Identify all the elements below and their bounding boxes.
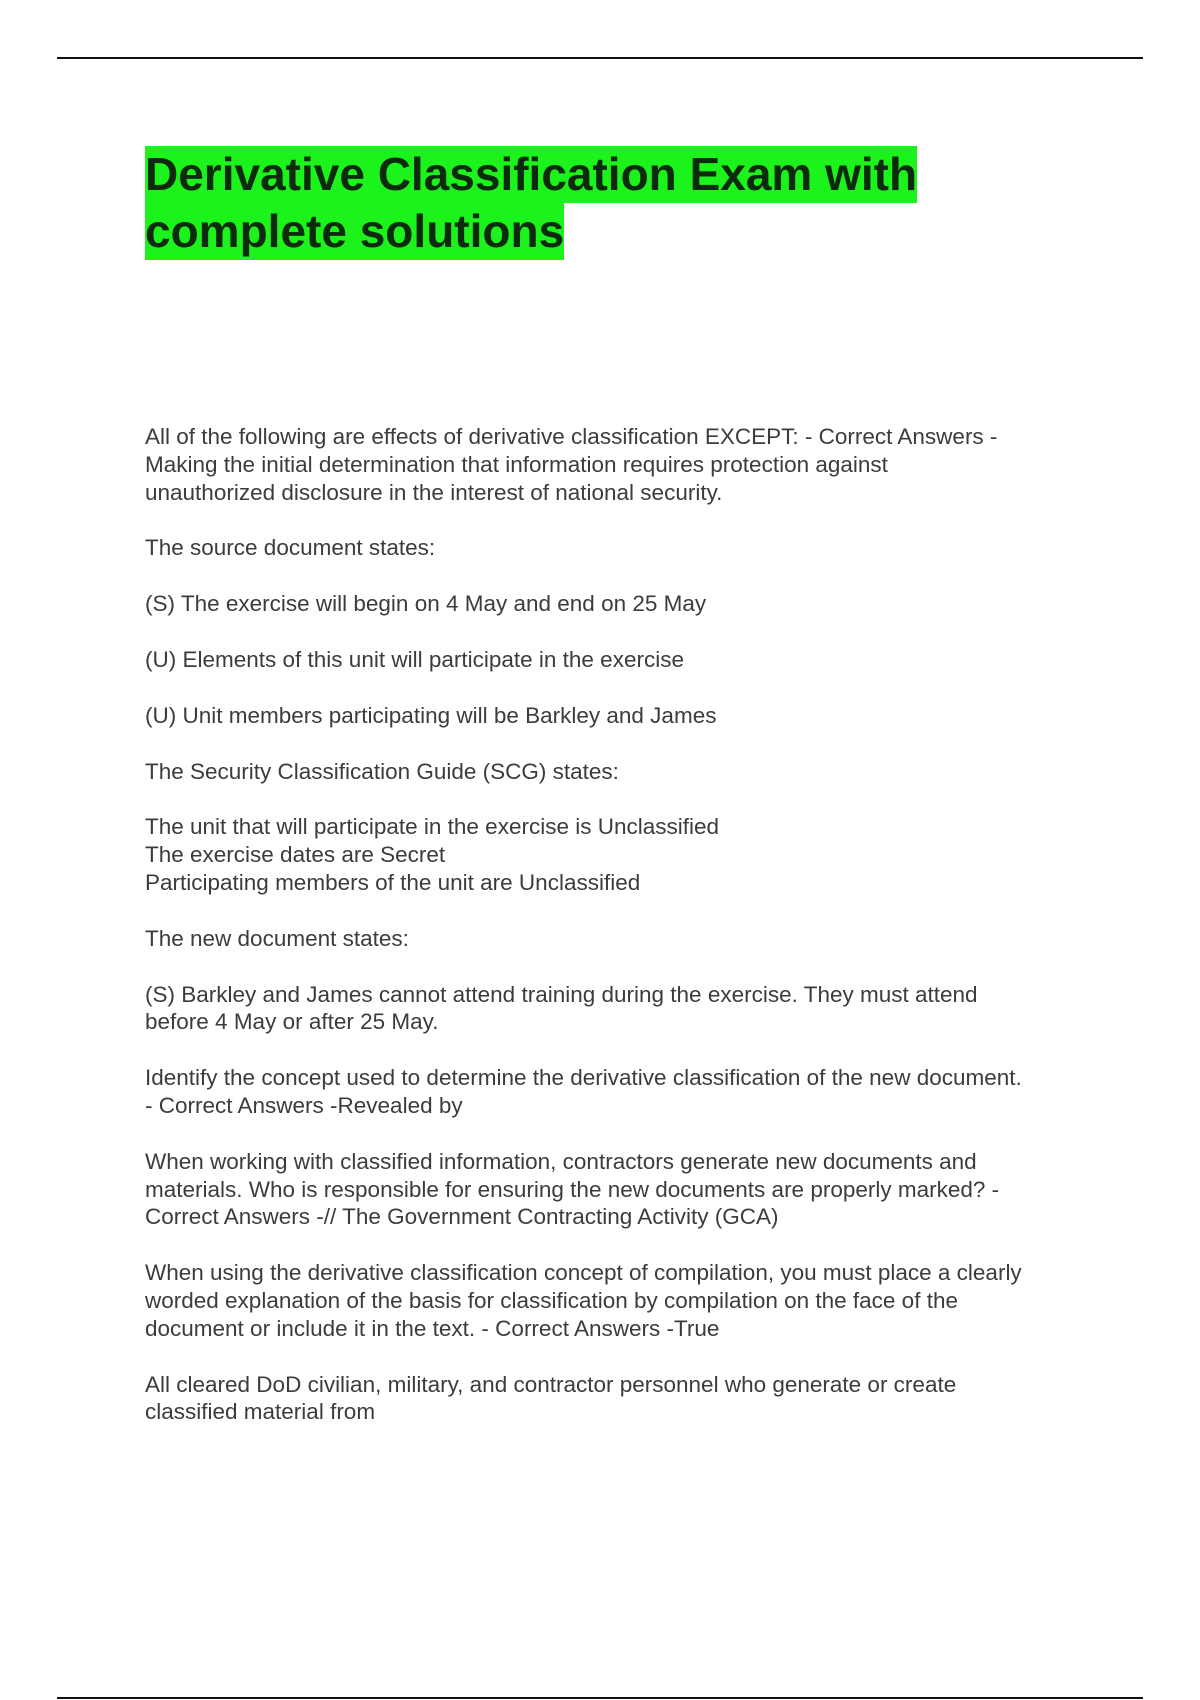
document-title-line-2: complete solutions (145, 203, 564, 260)
document-title (145, 146, 1105, 260)
paragraph-line: Participating members of the unit are Unclassified (145, 869, 641, 895)
paragraph-line: Correct Answers -// The Government Contracting Activity (GCA) (145, 1204, 779, 1230)
body-paragraph (145, 1259, 1105, 1342)
body-paragraph (145, 702, 1105, 730)
paragraph-line: unauthorized disclosure in the interest of national security. (145, 479, 723, 505)
paragraph-line: When using the derivative classification concept of compilation, you must place a clearly (145, 1260, 1022, 1286)
paragraph-line: The exercise dates are Secret (145, 842, 446, 868)
body-paragraph (145, 1371, 1105, 1427)
paragraph-line: materials. Who is responsible for ensuring the new documents are properly marked? - (145, 1176, 1000, 1202)
document-title-line-1: Derivative Classification Exam with (145, 146, 917, 203)
paragraph-line: (S) Barkley and James cannot attend training during the exercise. They must attend (145, 981, 978, 1007)
body-paragraph (145, 1148, 1105, 1231)
paragraph-line: - Correct Answers -Revealed by (145, 1092, 463, 1118)
paragraph-line: The Security Classification Guide (SCG) states: (145, 758, 619, 784)
paragraph-line: The source document states: (145, 535, 436, 561)
paragraph-line: (S) The exercise will begin on 4 May and end on 25 May (145, 591, 707, 617)
paragraph-line: worded explanation of the basis for classification by compilation on the face of the (145, 1287, 958, 1313)
paragraph-line: The new document states: (145, 925, 409, 951)
paragraph-line: The unit that will participate in the exercise is Unclassified (145, 814, 720, 840)
paragraph-line: (U) Unit members participating will be Barkley and James (145, 702, 717, 728)
top-rule (57, 57, 1143, 59)
body-paragraph (145, 1064, 1105, 1120)
paragraph-line: (U) Elements of this unit will participate in the exercise (145, 646, 684, 672)
paragraph-line: before 4 May or after 25 May. (145, 1009, 439, 1035)
body-paragraph (145, 925, 1105, 953)
document-body (145, 423, 1105, 1454)
paragraph-line: When working with classified information, contractors generate new documents and (145, 1148, 977, 1174)
paragraph-line: Identify the concept used to determine the derivative classification of the new document. (145, 1065, 1022, 1091)
paragraph-line: document or include it in the text. - Correct Answers -True (145, 1315, 720, 1341)
paragraph-line: All cleared DoD civilian, military, and contractor personnel who generate or create (145, 1371, 957, 1397)
body-paragraph (145, 758, 1105, 786)
body-paragraph (145, 534, 1105, 562)
paragraph-line: Making the initial determination that information requires protection against (145, 451, 888, 477)
paragraph-line: classified material from (145, 1399, 376, 1425)
body-paragraph (145, 590, 1105, 618)
paragraph-line: All of the following are effects of derivative classification EXCEPT: - Correct Answers - (145, 424, 998, 449)
body-paragraph (145, 981, 1105, 1037)
body-paragraph (145, 813, 1105, 896)
body-paragraph (145, 646, 1105, 674)
bottom-rule (57, 1697, 1143, 1699)
body-paragraph (145, 423, 1105, 506)
